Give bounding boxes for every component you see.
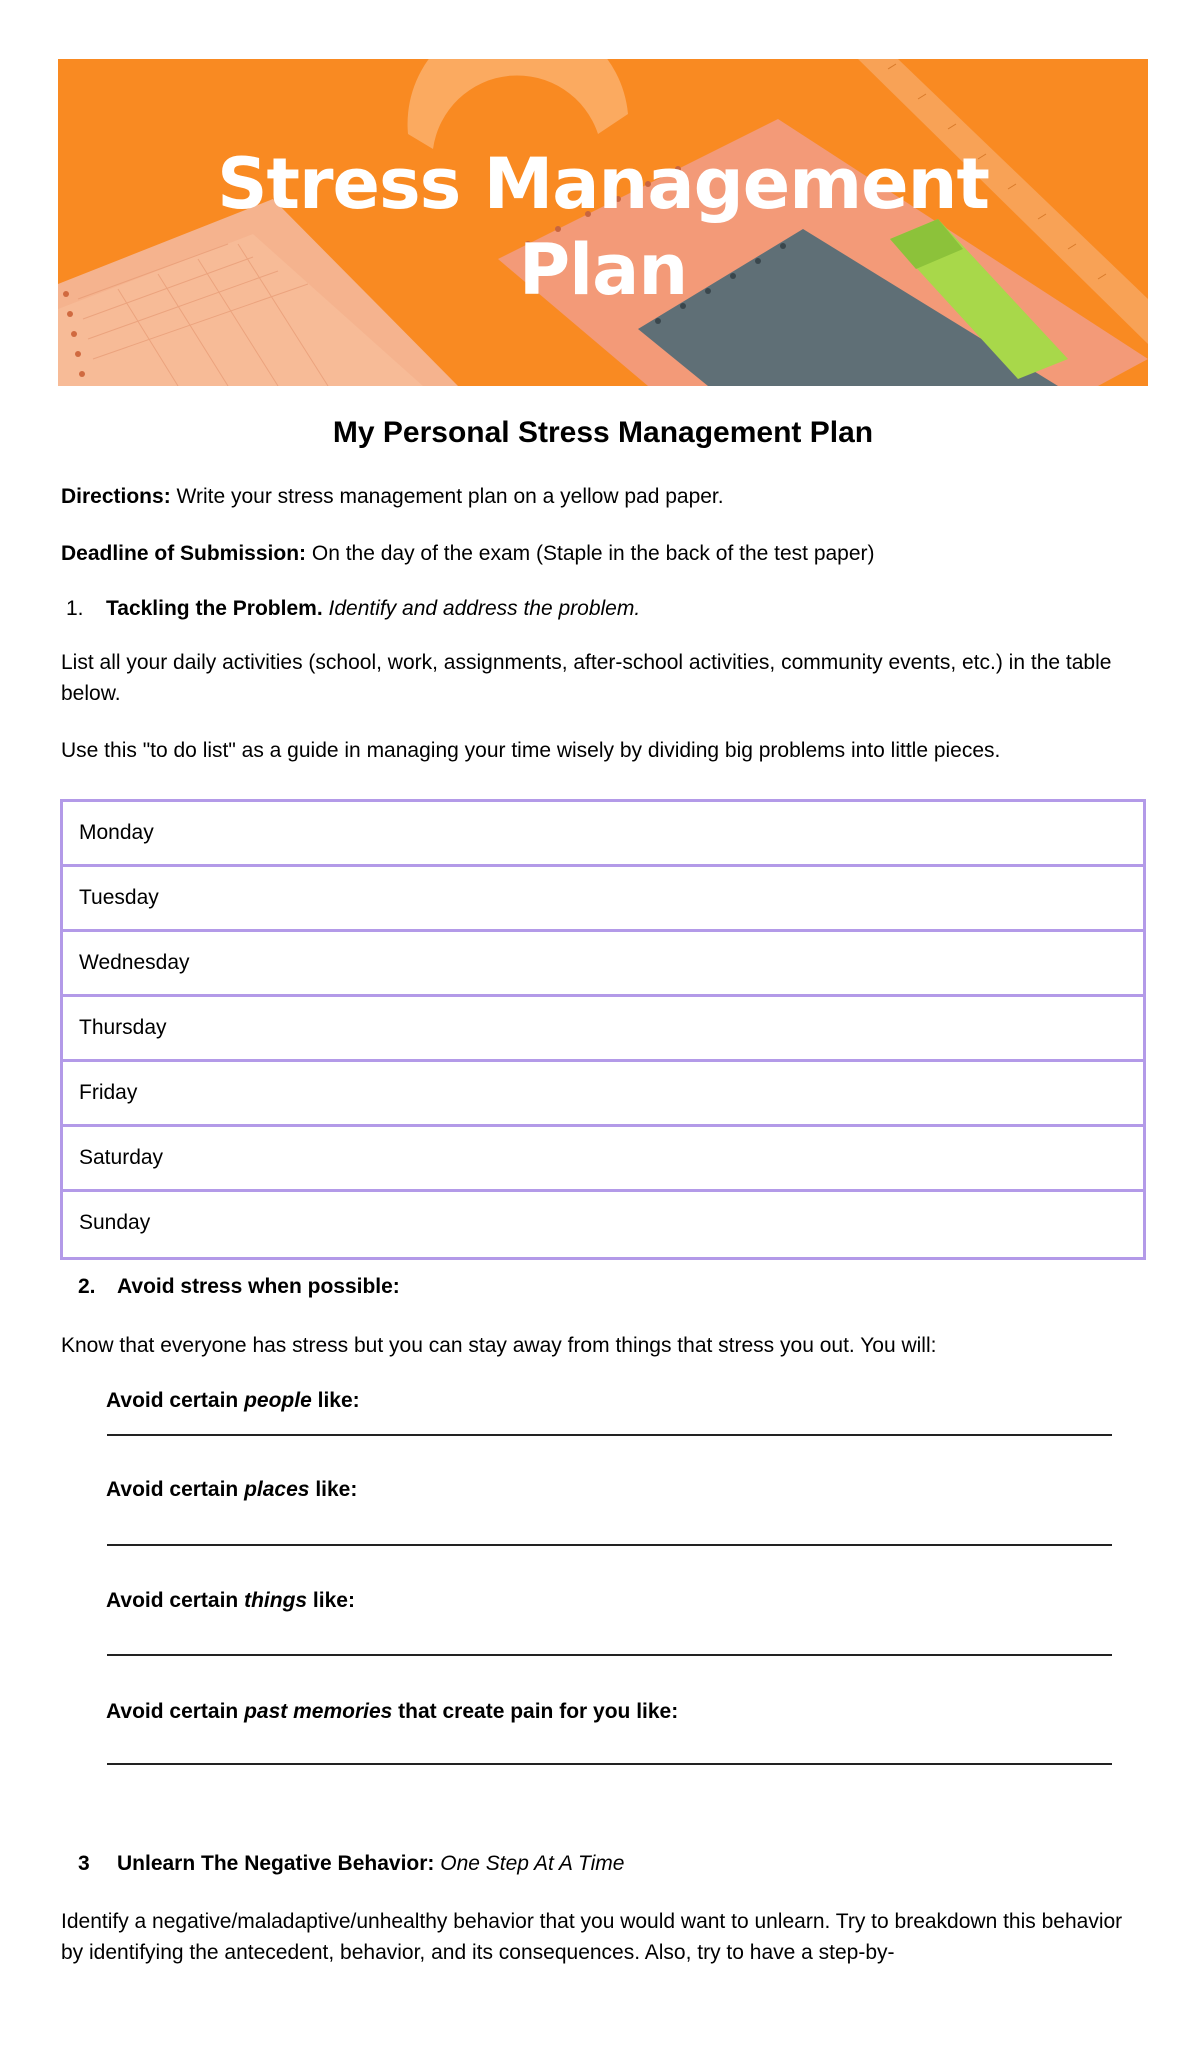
table-row-saturday: Saturday [63,1127,1143,1192]
section1-heading-text: Tackling the Problem [106,597,317,620]
banner-title-line1: Stress Management [217,143,989,225]
section3-heading [117,1848,1117,1879]
deadline-text: On the day of the exam (Staple in the back of the test paper) [306,542,875,565]
avoid-places-post: like: [309,1478,358,1501]
deadline-paragraph [61,538,1151,569]
table-row-sunday: Sunday [79,1211,151,1234]
avoid-memories-em: past memories [244,1700,393,1723]
avoid-memories-pre: Avoid certain [106,1700,245,1723]
document-title: My Personal Stress Management Plan [332,416,874,449]
avoid-people-pre: Avoid certain [106,1389,245,1412]
avoid-things-pre: Avoid certain [106,1589,245,1612]
avoid-people-label [106,1385,1106,1416]
table-row-thursday: Thursday [63,997,1143,1062]
table-row-tuesday: Tuesday [63,867,1143,932]
section3-subheading: One Step At A Time [434,1852,625,1875]
avoid-people-post: like: [311,1389,360,1412]
section1-number: 1. [66,597,84,620]
avoid-places-pre: Avoid certain [106,1478,245,1501]
section3-heading-text: Unlearn The Negative Behavior: [117,1852,435,1875]
section2-intro: Know that everyone has stress but you can stay away from things that stress you out. You will: [61,1334,937,1357]
avoid-people-blank-line[interactable] [107,1434,1112,1436]
table-row-monday: Monday [63,802,1143,867]
section2-heading [117,1271,1117,1302]
section1-heading [106,593,1106,624]
section2-heading-text: Avoid stress when possible: [117,1275,400,1298]
avoid-things-blank-line[interactable] [107,1654,1112,1656]
section3-number: 3 [78,1852,90,1875]
weekly-activities-table [60,799,1146,1260]
banner-title [58,141,1148,313]
directions-paragraph [61,481,1151,512]
directions-label: Directions: [61,485,171,508]
banner-title-line2: Plan [518,229,688,311]
avoid-things-em: things [244,1589,308,1612]
avoid-memories-post: that create pain for you like: [392,1700,679,1723]
section2-number: 2. [78,1275,96,1298]
table-row-wednesday: Wednesday [63,932,1143,997]
directions-text: Write your stress management plan on a yellow pad paper. [170,485,724,508]
avoid-things-post: like: [307,1589,355,1612]
avoid-places-label [106,1474,1106,1505]
avoid-memories-label [106,1696,1106,1727]
section3-para: Identify a negative/maladaptive/unhealthy behavior that you would want to unlearn. Try to breakdown this behavior by identifying the antecedent, behavior, and its consequences. Also, try to have a step-by- [61,1910,1123,1964]
avoid-places-blank-line[interactable] [107,1544,1112,1546]
table-row-friday: Friday [63,1062,1143,1127]
section1-subheading: Identify and address the problem. [328,597,641,620]
section1-para1: List all your daily activities (school, work, assignments, after-school activities, community events, etc.) in the table below. [61,651,1112,705]
deadline-label: Deadline of Submission: [61,542,307,565]
avoid-things-label [106,1585,1106,1616]
avoid-memories-blank-line[interactable] [107,1763,1112,1765]
header-banner [58,59,1148,386]
avoid-places-em: places [244,1478,310,1501]
section1-heading-sep: . [316,597,329,620]
avoid-people-em: people [244,1389,312,1412]
section1-para2: Use this "to do list" as a guide in managing your time wisely by dividing big problems into little pieces. [61,739,1001,762]
